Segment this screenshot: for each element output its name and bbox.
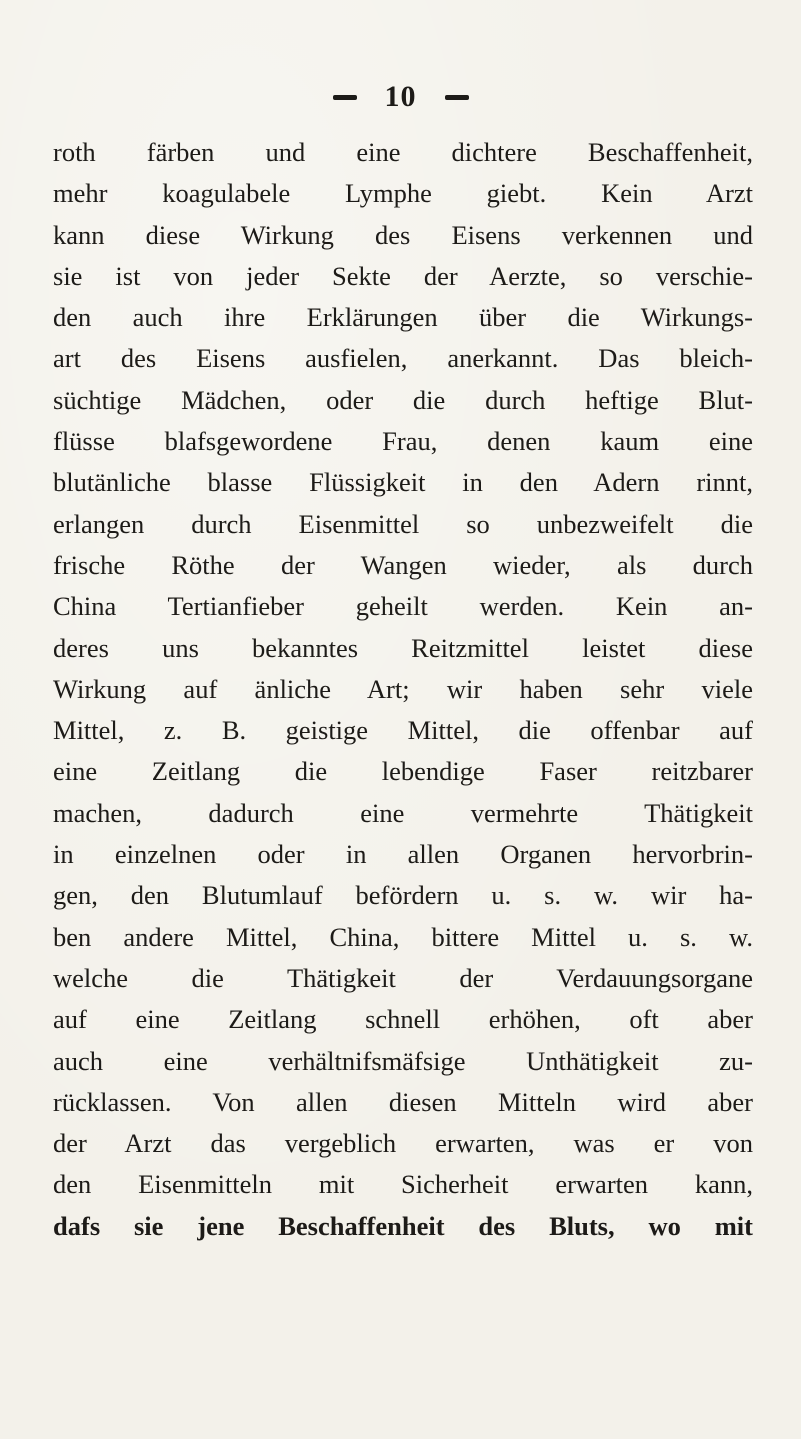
text-line: deres uns bekanntes Reitzmittel leistet diese	[53, 632, 753, 663]
text-line: sie ist von jeder Sekte der Aerzte, so verschie-	[53, 260, 753, 291]
text-line: Mittel, z. B. geistige Mittel, die offenbar auf	[53, 715, 753, 746]
text-line: erlangen durch Eisenmittel so unbezweifelt die	[53, 508, 753, 539]
text-line: gen, den Blutumlauf befördern u. s. w. wir ha-	[53, 880, 753, 911]
text-line: kann diese Wirkung des Eisens verkennen und	[53, 219, 753, 250]
text-line: flüsse blafsgewordene Frau, denen kaum eine	[53, 426, 753, 457]
text-line: eine Zeitlang die lebendige Faser reitzbarer	[53, 756, 753, 787]
text-line: süchtige Mädchen, oder die durch heftige Blut-	[53, 384, 753, 415]
header-dash-left	[333, 95, 357, 100]
text-line: ben andere Mittel, China, bittere Mittel u. s. w.	[53, 921, 753, 952]
text-line: dafs sie jene Beschaffenheit des Bluts, wo mit	[53, 1210, 753, 1241]
body-text	[53, 132, 753, 1247]
text-line: den auch ihre Erklärungen über die Wirkungs-	[53, 302, 753, 333]
header-dash-right	[445, 95, 469, 100]
text-line: Wirkung auf änliche Art; wir haben sehr viele	[53, 673, 753, 704]
text-line: machen, dadurch eine vermehrte Thätigkeit	[53, 797, 753, 828]
text-line: blutänliche blasse Flüssigkeit in den Adern rinnt,	[53, 467, 753, 498]
text-line: China Tertianfieber geheilt werden. Kein an-	[53, 591, 753, 622]
page-header	[0, 78, 801, 114]
text-line: auf eine Zeitlang schnell erhöhen, oft aber	[53, 1004, 753, 1035]
text-line: auch eine verhältnifsmäfsige Unthätigkeit zu-	[53, 1045, 753, 1076]
text-line: den Eisenmitteln mit Sicherheit erwarten kann,	[53, 1169, 753, 1200]
text-line: in einzelnen oder in allen Organen hervorbrin-	[53, 839, 753, 870]
text-line: mehr koagulabele Lymphe giebt. Kein Arzt	[53, 178, 753, 209]
text-line: rücklassen. Von allen diesen Mitteln wird aber	[53, 1086, 753, 1117]
text-line: roth färben und eine dichtere Beschaffenheit,	[53, 137, 753, 167]
page-number: 10	[384, 80, 417, 113]
text-line: frische Röthe der Wangen wieder, als durch	[53, 549, 753, 580]
text-line: welche die Thätigkeit der Verdauungsorgane	[53, 962, 753, 993]
text-line: art des Eisens ausfielen, anerkannt. Das bleich-	[53, 343, 753, 374]
text-line: der Arzt das vergeblich erwarten, was er von	[53, 1128, 753, 1159]
